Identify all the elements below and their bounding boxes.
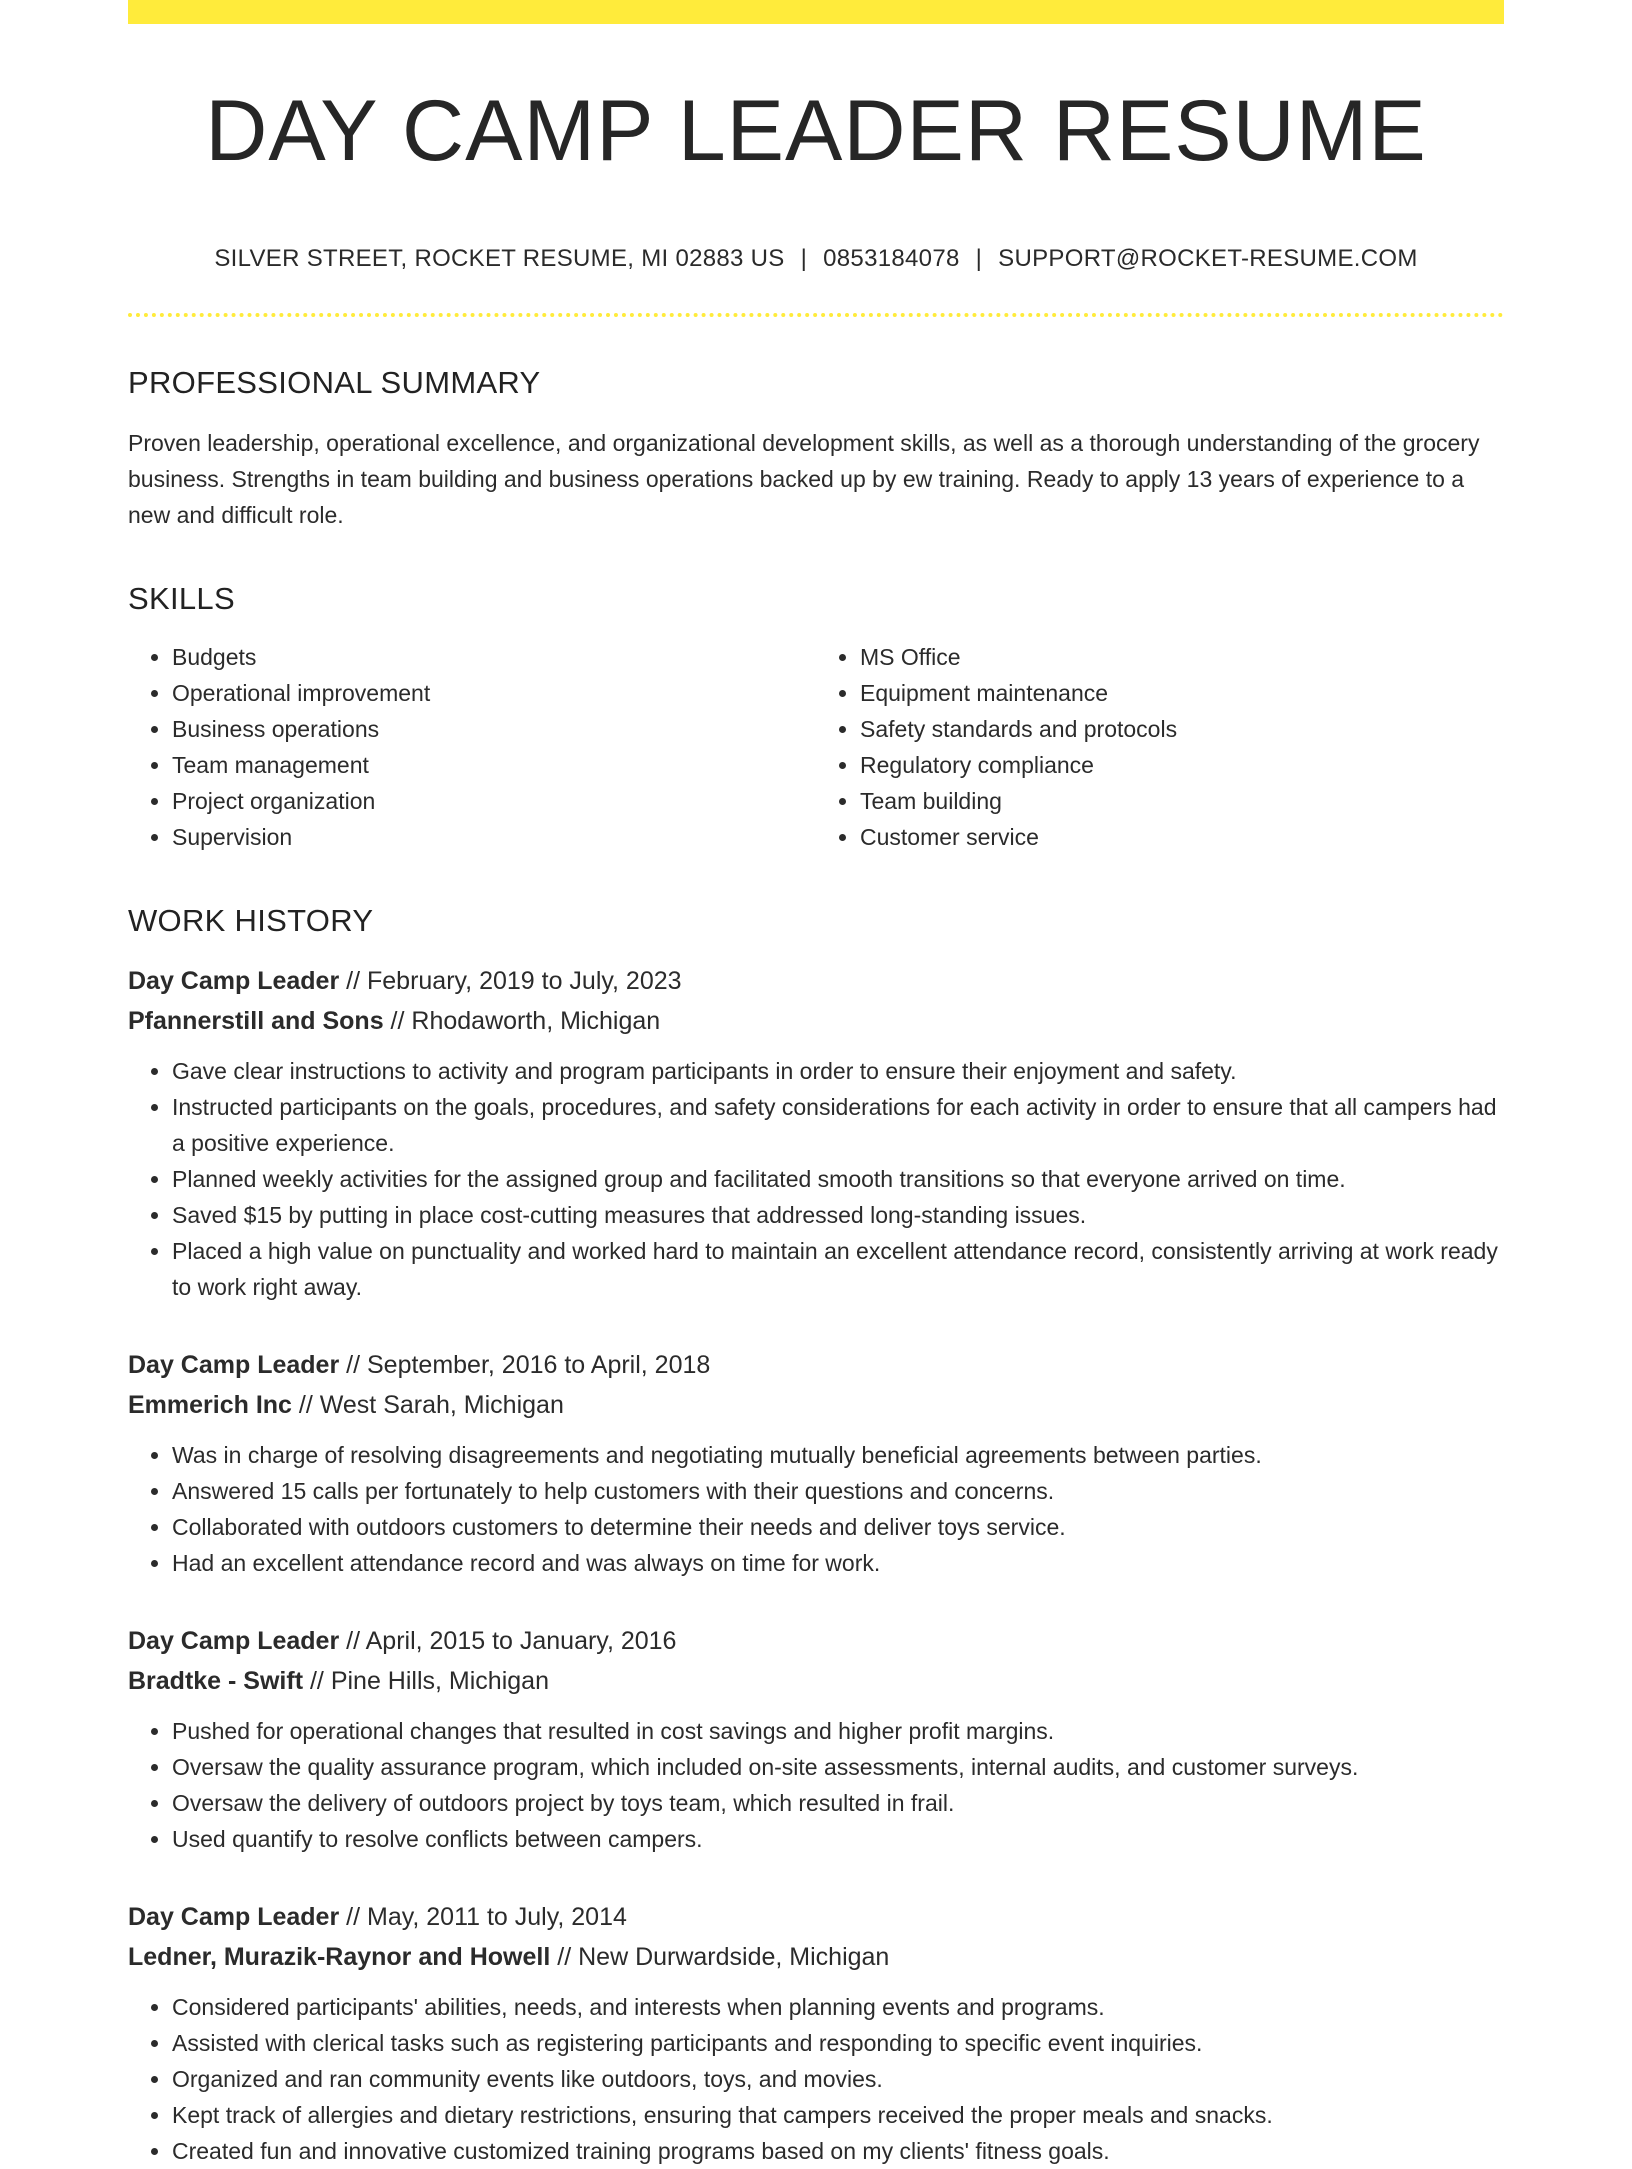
skill-item: • Supervision — [172, 819, 816, 855]
job-bullet: • Planned weekly activities for the assigned group and facilitated smooth transitions so that everyone arrived on time. — [172, 1161, 1504, 1197]
date-separator: // — [291, 1390, 320, 1419]
resume-title: DAY CAMP LEADER RESUME — [205, 83, 1427, 179]
job-title: Day Camp Leader — [128, 1350, 340, 1379]
job-bullet: • Kept track of allergies and dietary restrictions, ensuring that campers received the proper meals and snacks. — [172, 2097, 1504, 2133]
job-bullets — [128, 1989, 1504, 2169]
job-bullet: • Had an excellent attendance record and was always on time for work. — [172, 1545, 1504, 1581]
skill-item: • Business operations — [172, 711, 816, 747]
contact-phone: 0853184078 — [823, 244, 960, 272]
job-title-line — [128, 1897, 1504, 1937]
job-bullet: • Placed a high value on punctuality and worked hard to maintain an excellent attendance record, consistently arriving at work ready to work right away. — [172, 1233, 1504, 1305]
skills-heading: SKILLS — [128, 580, 235, 616]
job-bullet: • Was in charge of resolving disagreements and negotiating mutually beneficial agreements between parties. — [172, 1437, 1504, 1473]
work-history-section — [128, 903, 1504, 2169]
skill-item: • Customer service — [860, 819, 1504, 855]
job-bullets — [128, 1053, 1504, 1305]
skill-item: • Equipment maintenance — [860, 675, 1504, 711]
job-entry — [128, 961, 1504, 1305]
job-location: New Durwardside, Michigan — [578, 1942, 890, 1971]
top-accent-bar — [128, 0, 1504, 24]
job-company-line — [128, 1937, 1504, 1977]
skills-section — [128, 581, 1504, 855]
job-bullet: • Organized and ran community events like outdoors, toys, and movies. — [172, 2061, 1504, 2097]
date-separator: // — [339, 1626, 366, 1655]
skill-item: • Team building — [860, 783, 1504, 819]
contact-email[interactable]: SUPPORT@ROCKET-RESUME.COM — [998, 244, 1418, 272]
job-title: Day Camp Leader — [128, 966, 340, 995]
job-company: Bradtke - Swift — [128, 1666, 304, 1695]
skill-item: • Regulatory compliance — [860, 747, 1504, 783]
job-company-line — [128, 1661, 1504, 1701]
job-location: Rhodaworth, Michigan — [411, 1006, 661, 1035]
skill-item: • Budgets — [172, 639, 816, 675]
job-bullet: • Answered 15 calls per fortunately to help customers with their questions and concerns. — [172, 1473, 1504, 1509]
job-dates: September, 2016 to April, 2018 — [367, 1350, 711, 1379]
skills-columns — [128, 639, 1504, 855]
job-entry — [128, 1345, 1504, 1581]
job-title: Day Camp Leader — [128, 1902, 340, 1931]
contact-line — [128, 245, 1504, 273]
job-bullet: • Considered participants' abilities, needs, and interests when planning events and programs. — [172, 1989, 1504, 2025]
job-location: Pine Hills, Michigan — [330, 1666, 549, 1695]
job-bullets — [128, 1713, 1504, 1857]
skills-list-right — [816, 639, 1504, 855]
summary-heading: PROFESSIONAL SUMMARY — [128, 364, 541, 400]
job-bullet: • Created fun and innovative customized training programs based on my clients' fitness goals. — [172, 2133, 1504, 2169]
summary-section — [128, 365, 1504, 533]
job-bullet: • Gave clear instructions to activity and program participants in order to ensure their enjoyment and safety. — [172, 1053, 1504, 1089]
job-company: Pfannerstill and Sons — [128, 1006, 384, 1035]
contact-address: SILVER STREET, ROCKET RESUME, MI 02883 US — [214, 244, 785, 272]
job-bullet: • Assisted with clerical tasks such as registering participants and responding to specific event inquiries. — [172, 2025, 1504, 2061]
skill-item: • Operational improvement — [172, 675, 816, 711]
skill-item: • Project organization — [172, 783, 816, 819]
resume-page — [128, 0, 1504, 2169]
job-company: Emmerich Inc — [128, 1390, 292, 1419]
skill-item: • Team management — [172, 747, 816, 783]
job-entry — [128, 1621, 1504, 1857]
job-company: Ledner, Murazik-Raynor and Howell — [128, 1942, 551, 1971]
job-bullet: • Instructed participants on the goals, procedures, and safety considerations for each activity in order to ensure that all campers had a positive experience. — [172, 1089, 1504, 1161]
job-title: Day Camp Leader — [128, 1626, 340, 1655]
job-bullet: • Used quantify to resolve conflicts between campers. — [172, 1821, 1504, 1857]
job-company-line — [128, 1385, 1504, 1425]
date-separator: // — [339, 966, 367, 995]
job-bullet: • Oversaw the quality assurance program, which included on-site assessments, internal audits, and customer surveys. — [172, 1749, 1504, 1785]
job-bullet: • Saved $15 by putting in place cost-cutting measures that addressed long-standing issues. — [172, 1197, 1504, 1233]
job-dates: February, 2019 to July, 2023 — [367, 966, 682, 995]
summary-text: Proven leadership, operational excellence, and organizational development skills, as well as a thorough understanding of the grocery business. Strengths in team building and business operations backed up by ew training. Ready to apply 13 years of experience to a new and difficult role. — [128, 429, 1480, 528]
skill-item: • Safety standards and protocols — [860, 711, 1504, 747]
date-separator: // — [339, 1902, 367, 1931]
job-bullets — [128, 1437, 1504, 1581]
job-bullet: • Pushed for operational changes that resulted in cost savings and higher profit margins. — [172, 1713, 1504, 1749]
job-dates: April, 2015 to January, 2016 — [365, 1626, 677, 1655]
job-title-line — [128, 961, 1504, 1001]
contact-separator: | — [975, 244, 983, 272]
date-separator: // — [303, 1666, 331, 1695]
job-title-line — [128, 1621, 1504, 1661]
contact-separator: | — [800, 244, 808, 272]
work-history-heading: WORK HISTORY — [128, 902, 374, 938]
dotted-divider — [128, 313, 1504, 317]
date-separator: // — [339, 1350, 367, 1379]
job-bullet: • Collaborated with outdoors customers to determine their needs and deliver toys service. — [172, 1509, 1504, 1545]
skill-item: • MS Office — [860, 639, 1504, 675]
job-entry — [128, 1897, 1504, 2169]
job-bullet: • Oversaw the delivery of outdoors project by toys team, which resulted in frail. — [172, 1785, 1504, 1821]
skills-list-left — [128, 639, 816, 855]
date-separator: // — [550, 1942, 579, 1971]
job-title-line — [128, 1345, 1504, 1385]
date-separator: // — [383, 1006, 412, 1035]
job-dates: May, 2011 to July, 2014 — [367, 1902, 627, 1931]
job-location: West Sarah, Michigan — [319, 1390, 564, 1419]
job-company-line — [128, 1001, 1504, 1041]
